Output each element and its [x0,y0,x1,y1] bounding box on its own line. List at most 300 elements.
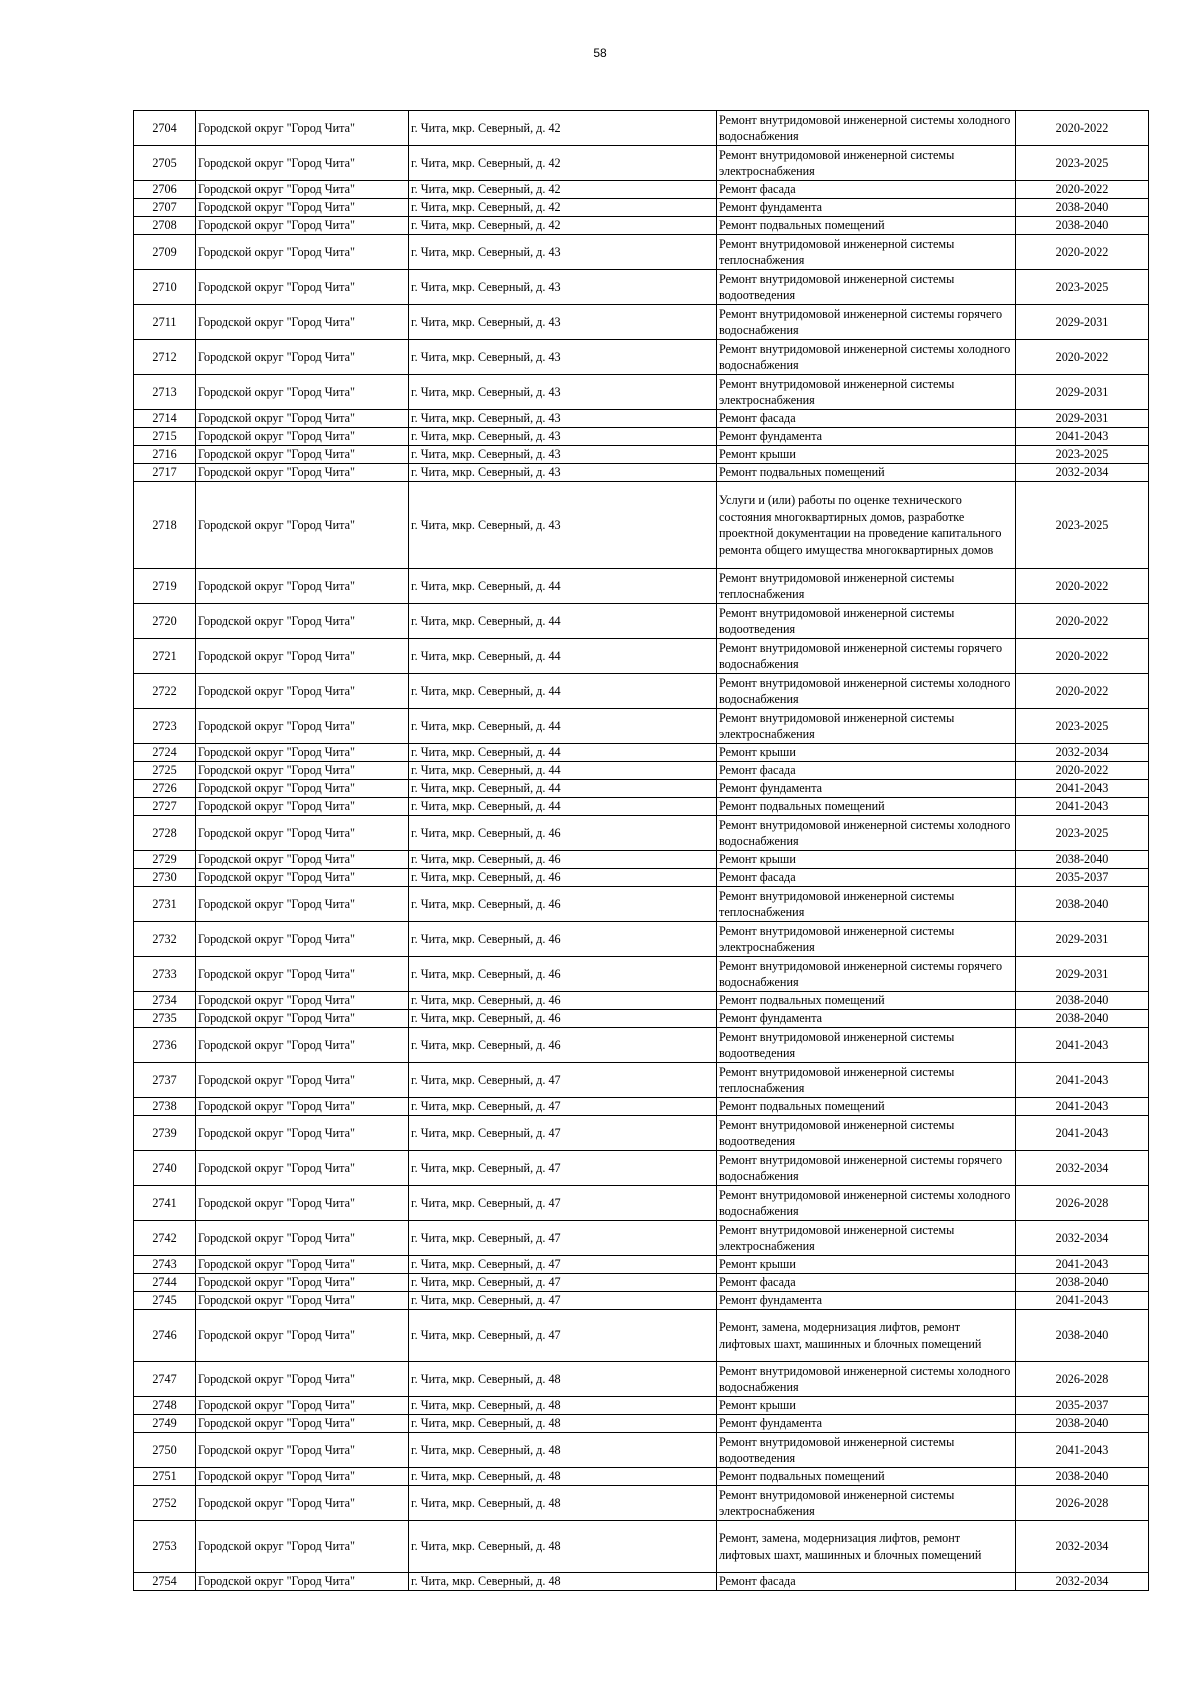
table-row [134,922,1149,957]
address-cell: г. Чита, мкр. Северный, д. 43 [409,428,717,446]
work-type-cell: Услуги и (или) работы по оценке технического состояния многоквартирных домов, разработке проектной документации на проведение капитального ремонта общего имущества многоквартирных домов [717,482,1016,569]
work-type-cell: Ремонт подвальных помещений [717,798,1016,816]
table-row [134,1433,1149,1468]
period-cell: 2041-2043 [1016,1028,1149,1063]
address-cell: г. Чита, мкр. Северный, д. 46 [409,887,717,922]
work-type-cell: Ремонт внутридомовой инженерной системы водоотведения [717,270,1016,305]
work-type-cell: Ремонт внутридомовой инженерной системы водоотведения [717,604,1016,639]
period-cell: 2038-2040 [1016,217,1149,235]
municipality-cell: Городской округ "Город Чита" [196,340,409,375]
municipality-cell: Городской округ "Город Чита" [196,709,409,744]
row-number-cell: 2714 [134,410,196,428]
address-cell: г. Чита, мкр. Северный, д. 48 [409,1362,717,1397]
municipality-cell: Городской округ "Город Чита" [196,235,409,270]
row-number-cell: 2722 [134,674,196,709]
address-cell: г. Чита, мкр. Северный, д. 46 [409,816,717,851]
table-row [134,1274,1149,1292]
work-type-cell: Ремонт внутридомовой инженерной системы холодного водоснабжения [717,816,1016,851]
table-row [134,181,1149,199]
period-cell: 2041-2043 [1016,798,1149,816]
row-number-cell: 2754 [134,1573,196,1591]
period-cell: 2023-2025 [1016,146,1149,181]
period-cell: 2038-2040 [1016,1310,1149,1362]
municipality-cell: Городской округ "Город Чита" [196,1116,409,1151]
row-number-cell: 2745 [134,1292,196,1310]
work-type-cell: Ремонт внутридомовой инженерной системы электроснабжения [717,709,1016,744]
period-cell: 2041-2043 [1016,1116,1149,1151]
work-type-cell: Ремонт внутридомовой инженерной системы теплоснабжения [717,1063,1016,1098]
address-cell: г. Чита, мкр. Северный, д. 46 [409,992,717,1010]
row-number-cell: 2715 [134,428,196,446]
address-cell: г. Чита, мкр. Северный, д. 44 [409,604,717,639]
work-type-cell: Ремонт крыши [717,446,1016,464]
period-cell: 2029-2031 [1016,375,1149,410]
table-row [134,1486,1149,1521]
address-cell: г. Чита, мкр. Северный, д. 43 [409,340,717,375]
period-cell: 2020-2022 [1016,181,1149,199]
municipality-cell: Городской округ "Город Чита" [196,1186,409,1221]
table-row [134,1397,1149,1415]
municipality-cell: Городской округ "Город Чита" [196,1486,409,1521]
address-cell: г. Чита, мкр. Северный, д. 48 [409,1486,717,1521]
address-cell: г. Чита, мкр. Северный, д. 47 [409,1274,717,1292]
period-cell: 2032-2034 [1016,1151,1149,1186]
table-row [134,1098,1149,1116]
work-type-cell: Ремонт внутридомовой инженерной системы электроснабжения [717,1486,1016,1521]
period-cell: 2026-2028 [1016,1362,1149,1397]
row-number-cell: 2737 [134,1063,196,1098]
row-number-cell: 2712 [134,340,196,375]
row-number-cell: 2721 [134,639,196,674]
work-type-cell: Ремонт внутридомовой инженерной системы водоотведения [717,1116,1016,1151]
address-cell: г. Чита, мкр. Северный, д. 47 [409,1063,717,1098]
table-row [134,428,1149,446]
table-row [134,375,1149,410]
table-row [134,709,1149,744]
work-type-cell: Ремонт внутридомовой инженерной системы теплоснабжения [717,235,1016,270]
row-number-cell: 2753 [134,1521,196,1573]
table-row [134,798,1149,816]
row-number-cell: 2710 [134,270,196,305]
work-type-cell: Ремонт внутридомовой инженерной системы электроснабжения [717,922,1016,957]
table-row [134,340,1149,375]
municipality-cell: Городской округ "Город Чита" [196,798,409,816]
table-row [134,1521,1149,1573]
municipality-cell: Городской округ "Город Чита" [196,1063,409,1098]
table-row [134,1362,1149,1397]
period-cell: 2023-2025 [1016,482,1149,569]
table-row [134,639,1149,674]
table-row [134,1573,1149,1591]
work-type-cell: Ремонт внутридомовой инженерной системы холодного водоснабжения [717,1186,1016,1221]
municipality-cell: Городской округ "Город Чита" [196,375,409,410]
row-number-cell: 2735 [134,1010,196,1028]
period-cell: 2029-2031 [1016,957,1149,992]
period-cell: 2035-2037 [1016,869,1149,887]
address-cell: г. Чита, мкр. Северный, д. 42 [409,111,717,146]
period-cell: 2041-2043 [1016,428,1149,446]
table-row [134,1256,1149,1274]
municipality-cell: Городской округ "Город Чита" [196,410,409,428]
row-number-cell: 2732 [134,922,196,957]
municipality-cell: Городской округ "Город Чита" [196,744,409,762]
municipality-cell: Городской округ "Город Чита" [196,762,409,780]
row-number-cell: 2752 [134,1486,196,1521]
work-type-cell: Ремонт фасада [717,181,1016,199]
period-cell: 2041-2043 [1016,1256,1149,1274]
work-type-cell: Ремонт фундамента [717,780,1016,798]
work-type-cell: Ремонт, замена, модернизация лифтов, ремонт лифтовых шахт, машинных и блочных помещений [717,1310,1016,1362]
work-type-cell: Ремонт крыши [717,744,1016,762]
municipality-cell: Городской округ "Город Чита" [196,1274,409,1292]
municipality-cell: Городской округ "Город Чита" [196,111,409,146]
municipality-cell: Городской округ "Город Чита" [196,569,409,604]
work-type-cell: Ремонт внутридомовой инженерной системы водоотведения [717,1433,1016,1468]
table-row [134,604,1149,639]
work-type-cell: Ремонт подвальных помещений [717,1468,1016,1486]
row-number-cell: 2738 [134,1098,196,1116]
address-cell: г. Чита, мкр. Северный, д. 43 [409,305,717,340]
municipality-cell: Городской округ "Город Чита" [196,780,409,798]
table-row [134,235,1149,270]
address-cell: г. Чита, мкр. Северный, д. 47 [409,1292,717,1310]
work-type-cell: Ремонт фундамента [717,1292,1016,1310]
table-row [134,1151,1149,1186]
work-type-cell: Ремонт фундамента [717,1415,1016,1433]
period-cell: 2038-2040 [1016,1274,1149,1292]
address-cell: г. Чита, мкр. Северный, д. 46 [409,1028,717,1063]
period-cell: 2020-2022 [1016,569,1149,604]
address-cell: г. Чита, мкр. Северный, д. 47 [409,1116,717,1151]
period-cell: 2041-2043 [1016,780,1149,798]
municipality-cell: Городской округ "Город Чита" [196,922,409,957]
work-type-cell: Ремонт крыши [717,1256,1016,1274]
address-cell: г. Чита, мкр. Северный, д. 46 [409,1010,717,1028]
period-cell: 2029-2031 [1016,922,1149,957]
municipality-cell: Городской округ "Город Чита" [196,1433,409,1468]
address-cell: г. Чита, мкр. Северный, д. 44 [409,762,717,780]
period-cell: 2041-2043 [1016,1098,1149,1116]
work-type-cell: Ремонт фундамента [717,1010,1016,1028]
row-number-cell: 2728 [134,816,196,851]
row-number-cell: 2709 [134,235,196,270]
work-type-cell: Ремонт крыши [717,851,1016,869]
municipality-cell: Городской округ "Город Чита" [196,305,409,340]
table-row [134,762,1149,780]
address-cell: г. Чита, мкр. Северный, д. 42 [409,146,717,181]
row-number-cell: 2724 [134,744,196,762]
address-cell: г. Чита, мкр. Северный, д. 47 [409,1221,717,1256]
row-number-cell: 2741 [134,1186,196,1221]
row-number-cell: 2720 [134,604,196,639]
municipality-cell: Городской округ "Город Чита" [196,1362,409,1397]
address-cell: г. Чита, мкр. Северный, д. 48 [409,1415,717,1433]
work-type-cell: Ремонт подвальных помещений [717,217,1016,235]
municipality-cell: Городской округ "Город Чита" [196,428,409,446]
row-number-cell: 2726 [134,780,196,798]
work-type-cell: Ремонт фасада [717,869,1016,887]
work-type-cell: Ремонт подвальных помещений [717,1098,1016,1116]
table-row [134,464,1149,482]
address-cell: г. Чита, мкр. Северный, д. 48 [409,1573,717,1591]
period-cell: 2038-2040 [1016,1010,1149,1028]
row-number-cell: 2747 [134,1362,196,1397]
municipality-cell: Городской округ "Город Чита" [196,217,409,235]
work-type-cell: Ремонт фасада [717,1274,1016,1292]
table-row [134,1310,1149,1362]
address-cell: г. Чита, мкр. Северный, д. 46 [409,922,717,957]
period-cell: 2032-2034 [1016,1221,1149,1256]
municipality-cell: Городской округ "Город Чита" [196,199,409,217]
row-number-cell: 2750 [134,1433,196,1468]
table-row [134,446,1149,464]
municipality-cell: Городской округ "Город Чита" [196,869,409,887]
table-row [134,199,1149,217]
period-cell: 2020-2022 [1016,604,1149,639]
address-cell: г. Чита, мкр. Северный, д. 42 [409,199,717,217]
work-type-cell: Ремонт внутридомовой инженерной системы горячего водоснабжения [717,639,1016,674]
address-cell: г. Чита, мкр. Северный, д. 48 [409,1433,717,1468]
period-cell: 2035-2037 [1016,1397,1149,1415]
row-number-cell: 2736 [134,1028,196,1063]
municipality-cell: Городской округ "Город Чита" [196,1521,409,1573]
work-type-cell: Ремонт фасада [717,410,1016,428]
row-number-cell: 2711 [134,305,196,340]
period-cell: 2020-2022 [1016,762,1149,780]
period-cell: 2038-2040 [1016,1415,1149,1433]
address-cell: г. Чита, мкр. Северный, д. 48 [409,1468,717,1486]
municipality-cell: Городской округ "Город Чита" [196,887,409,922]
table-row [134,111,1149,146]
period-cell: 2032-2034 [1016,1573,1149,1591]
table-row [134,1063,1149,1098]
row-number-cell: 2704 [134,111,196,146]
row-number-cell: 2739 [134,1116,196,1151]
address-cell: г. Чита, мкр. Северный, д. 47 [409,1098,717,1116]
address-cell: г. Чита, мкр. Северный, д. 47 [409,1310,717,1362]
row-number-cell: 2705 [134,146,196,181]
page-number: 58 [593,46,607,60]
municipality-cell: Городской округ "Город Чита" [196,482,409,569]
municipality-cell: Городской округ "Город Чита" [196,1221,409,1256]
period-cell: 2020-2022 [1016,235,1149,270]
municipality-cell: Городской округ "Город Чита" [196,1010,409,1028]
work-type-cell: Ремонт внутридомовой инженерной системы горячего водоснабжения [717,957,1016,992]
municipality-cell: Городской округ "Город Чита" [196,851,409,869]
address-cell: г. Чита, мкр. Северный, д. 44 [409,674,717,709]
row-number-cell: 2727 [134,798,196,816]
municipality-cell: Городской округ "Город Чита" [196,1310,409,1362]
address-cell: г. Чита, мкр. Северный, д. 43 [409,375,717,410]
work-type-cell: Ремонт внутридомовой инженерной системы холодного водоснабжения [717,1362,1016,1397]
address-cell: г. Чита, мкр. Северный, д. 42 [409,181,717,199]
work-type-cell: Ремонт внутридомовой инженерной системы электроснабжения [717,146,1016,181]
work-type-cell: Ремонт подвальных помещений [717,992,1016,1010]
period-cell: 2020-2022 [1016,111,1149,146]
period-cell: 2041-2043 [1016,1292,1149,1310]
table-row [134,674,1149,709]
table-row [134,482,1149,569]
period-cell: 2032-2034 [1016,744,1149,762]
period-cell: 2026-2028 [1016,1186,1149,1221]
period-cell: 2020-2022 [1016,674,1149,709]
table-row [134,780,1149,798]
work-type-cell: Ремонт внутридомовой инженерной системы горячего водоснабжения [717,305,1016,340]
municipality-cell: Городской округ "Город Чита" [196,1397,409,1415]
municipality-cell: Городской округ "Город Чита" [196,639,409,674]
table-row [134,1116,1149,1151]
address-cell: г. Чита, мкр. Северный, д. 44 [409,569,717,604]
address-cell: г. Чита, мкр. Северный, д. 43 [409,235,717,270]
table-row [134,1415,1149,1433]
period-cell: 2026-2028 [1016,1486,1149,1521]
row-number-cell: 2744 [134,1274,196,1292]
address-cell: г. Чита, мкр. Северный, д. 44 [409,639,717,674]
address-cell: г. Чита, мкр. Северный, д. 46 [409,869,717,887]
municipality-cell: Городской округ "Город Чита" [196,674,409,709]
table-row [134,851,1149,869]
work-type-cell: Ремонт крыши [717,1397,1016,1415]
table-row [134,887,1149,922]
address-cell: г. Чита, мкр. Северный, д. 47 [409,1151,717,1186]
period-cell: 2032-2034 [1016,464,1149,482]
capital-repair-table [133,110,1149,1591]
period-cell: 2023-2025 [1016,709,1149,744]
row-number-cell: 2717 [134,464,196,482]
period-cell: 2038-2040 [1016,851,1149,869]
period-cell: 2038-2040 [1016,887,1149,922]
municipality-cell: Городской округ "Город Чита" [196,1468,409,1486]
period-cell: 2038-2040 [1016,1468,1149,1486]
municipality-cell: Городской округ "Город Чита" [196,1292,409,1310]
period-cell: 2020-2022 [1016,340,1149,375]
row-number-cell: 2718 [134,482,196,569]
address-cell: г. Чита, мкр. Северный, д. 44 [409,780,717,798]
row-number-cell: 2729 [134,851,196,869]
period-cell: 2038-2040 [1016,992,1149,1010]
table-row [134,217,1149,235]
address-cell: г. Чита, мкр. Северный, д. 43 [409,270,717,305]
municipality-cell: Городской округ "Город Чита" [196,464,409,482]
municipality-cell: Городской округ "Город Чита" [196,1256,409,1274]
table-body [134,111,1149,1591]
table-row [134,957,1149,992]
row-number-cell: 2708 [134,217,196,235]
period-cell: 2023-2025 [1016,446,1149,464]
work-type-cell: Ремонт, замена, модернизация лифтов, ремонт лифтовых шахт, машинных и блочных помещений [717,1521,1016,1573]
address-cell: г. Чита, мкр. Северный, д. 44 [409,709,717,744]
work-type-cell: Ремонт внутридомовой инженерной системы теплоснабжения [717,887,1016,922]
table-row [134,569,1149,604]
table-row [134,992,1149,1010]
period-cell: 2032-2034 [1016,1521,1149,1573]
table-row [134,1028,1149,1063]
period-cell: 2038-2040 [1016,199,1149,217]
row-number-cell: 2713 [134,375,196,410]
row-number-cell: 2748 [134,1397,196,1415]
municipality-cell: Городской округ "Город Чита" [196,816,409,851]
work-type-cell: Ремонт внутридомовой инженерной системы горячего водоснабжения [717,1151,1016,1186]
municipality-cell: Городской округ "Город Чита" [196,1098,409,1116]
row-number-cell: 2706 [134,181,196,199]
row-number-cell: 2723 [134,709,196,744]
table-row [134,1186,1149,1221]
period-cell: 2020-2022 [1016,639,1149,674]
address-cell: г. Чита, мкр. Северный, д. 43 [409,410,717,428]
address-cell: г. Чита, мкр. Северный, д. 48 [409,1521,717,1573]
address-cell: г. Чита, мкр. Северный, д. 43 [409,464,717,482]
row-number-cell: 2746 [134,1310,196,1362]
row-number-cell: 2707 [134,199,196,217]
table-row [134,146,1149,181]
address-cell: г. Чита, мкр. Северный, д. 44 [409,798,717,816]
address-cell: г. Чита, мкр. Северный, д. 46 [409,851,717,869]
work-type-cell: Ремонт внутридомовой инженерной системы холодного водоснабжения [717,674,1016,709]
row-number-cell: 2716 [134,446,196,464]
table-row [134,816,1149,851]
municipality-cell: Городской округ "Город Чита" [196,957,409,992]
row-number-cell: 2749 [134,1415,196,1433]
table-row [134,1292,1149,1310]
row-number-cell: 2734 [134,992,196,1010]
municipality-cell: Городской округ "Город Чита" [196,1151,409,1186]
work-type-cell: Ремонт внутридомовой инженерной системы электроснабжения [717,375,1016,410]
municipality-cell: Городской округ "Город Чита" [196,604,409,639]
table-row [134,1221,1149,1256]
period-cell: 2041-2043 [1016,1433,1149,1468]
work-type-cell: Ремонт фундамента [717,428,1016,446]
row-number-cell: 2751 [134,1468,196,1486]
table-row [134,305,1149,340]
period-cell: 2041-2043 [1016,1063,1149,1098]
row-number-cell: 2742 [134,1221,196,1256]
municipality-cell: Городской округ "Город Чита" [196,1573,409,1591]
address-cell: г. Чита, мкр. Северный, д. 43 [409,446,717,464]
row-number-cell: 2725 [134,762,196,780]
table-row [134,410,1149,428]
work-type-cell: Ремонт внутридомовой инженерной системы электроснабжения [717,1221,1016,1256]
municipality-cell: Городской округ "Город Чита" [196,1028,409,1063]
row-number-cell: 2743 [134,1256,196,1274]
municipality-cell: Городской округ "Город Чита" [196,992,409,1010]
work-type-cell: Ремонт внутридомовой инженерной системы холодного водоснабжения [717,111,1016,146]
row-number-cell: 2731 [134,887,196,922]
work-type-cell: Ремонт внутридомовой инженерной системы холодного водоснабжения [717,340,1016,375]
address-cell: г. Чита, мкр. Северный, д. 44 [409,744,717,762]
period-cell: 2023-2025 [1016,816,1149,851]
work-type-cell: Ремонт фундамента [717,199,1016,217]
work-type-cell: Ремонт фасада [717,762,1016,780]
period-cell: 2023-2025 [1016,270,1149,305]
table-row [134,270,1149,305]
municipality-cell: Городской округ "Город Чита" [196,146,409,181]
period-cell: 2029-2031 [1016,410,1149,428]
municipality-cell: Городской округ "Город Чита" [196,181,409,199]
municipality-cell: Городской округ "Город Чита" [196,446,409,464]
table-row [134,1010,1149,1028]
work-type-cell: Ремонт подвальных помещений [717,464,1016,482]
row-number-cell: 2740 [134,1151,196,1186]
address-cell: г. Чита, мкр. Северный, д. 46 [409,957,717,992]
work-type-cell: Ремонт фасада [717,1573,1016,1591]
address-cell: г. Чита, мкр. Северный, д. 47 [409,1186,717,1221]
address-cell: г. Чита, мкр. Северный, д. 42 [409,217,717,235]
address-cell: г. Чита, мкр. Северный, д. 43 [409,482,717,569]
address-cell: г. Чита, мкр. Северный, д. 47 [409,1256,717,1274]
work-type-cell: Ремонт внутридомовой инженерной системы теплоснабжения [717,569,1016,604]
table-row [134,1468,1149,1486]
municipality-cell: Городской округ "Город Чита" [196,270,409,305]
